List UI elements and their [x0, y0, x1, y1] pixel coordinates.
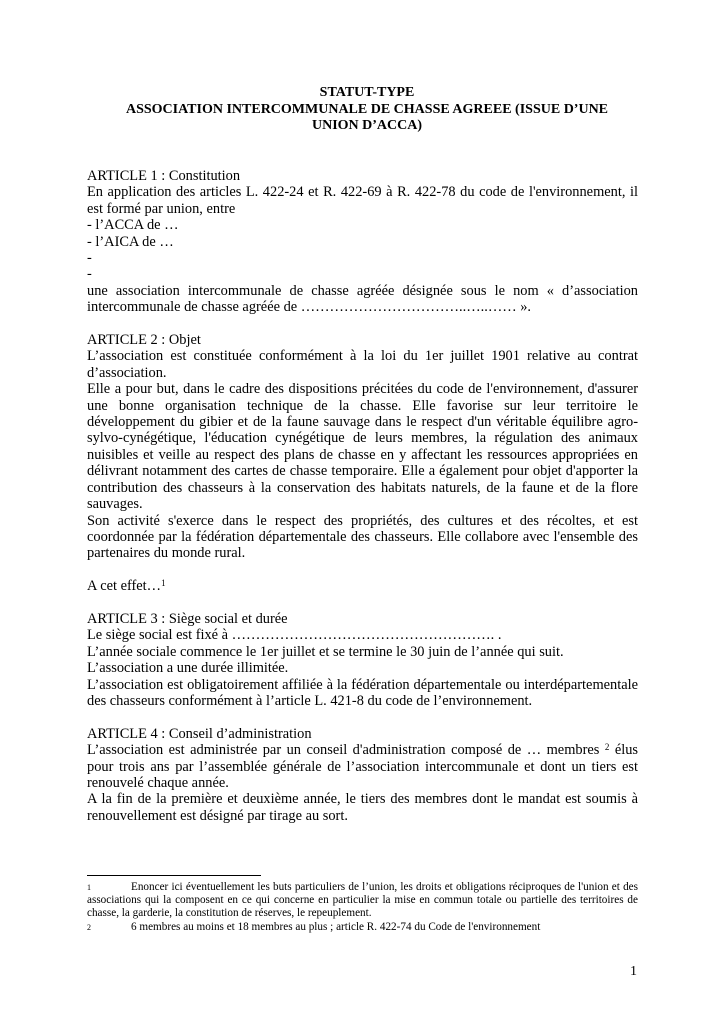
document-title: [100, 85, 634, 135]
footnote-ref-2: 2: [604, 742, 610, 753]
footnote-1-text: Enoncer ici éventuellement les buts particuliers de l’union, les droits et obligations réciproques de l'union et des associations qui la composent en ce qui concerne en particulier la mise en commun totale ou partielle des territoires de chasse, la garderie, la constitution de réserves, le repeuplement.: [87, 881, 638, 920]
document-body: [87, 168, 638, 824]
title-line-1: STATUT-TYPE: [319, 85, 415, 100]
title-line-2: ASSOCIATION INTERCOMMUNALE DE CHASSE AGREEE (ISSUE D’UNE: [125, 101, 609, 117]
footnote-ref-1: 1: [161, 578, 166, 589]
article-1-item-3: -: [87, 250, 92, 267]
article-2-paragraph-1: L’association est constituée conformément à la loi du 1er juillet 1901 relative au contrat d’association.: [87, 348, 638, 381]
footnotes: [87, 881, 638, 934]
article-4-heading: ARTICLE 4 : Conseil d’administration: [87, 725, 312, 742]
article-2-paragraph-2: Elle a pour but, dans le cadre des dispositions précitées du code de l'environnement, d'assurer une bonne organisation technique de la chasse. Elle favorise sur leur territoire le développement du gibier et de la faune sauvage dans le respect d'un véritable équilibre agro-sylvo-cynégétique, l'éducation cynégétique de leurs membres, la régulation des animaux nuisibles et veille au respect des plans de chasse en y affectant les ressources appropriées en délivrant notamment des cartes de chasse temporaire. Elle a également pour objet d'apporter la contribution des chasseurs à la conservation des habitats naturels, de la faune et de la flore sauvages.: [87, 381, 638, 513]
article-1-heading: ARTICLE 1 : Constitution: [87, 168, 241, 184]
footnote-separator: [87, 875, 261, 876]
article-4-paragraph-1: [87, 742, 638, 791]
article-3-heading: ARTICLE 3 : Siège social et durée: [87, 610, 288, 627]
footnote-1: [87, 881, 638, 921]
article-1-item-1: - l’ACCA de …: [87, 217, 179, 234]
article-4-text-b: élus pour trois ans par l’assemblée générale de l’association intercommunale et dont un tiers est renouvelé chaque année.: [87, 742, 638, 791]
article-3-line-4: L’association est obligatoirement affiliée à la fédération départementale ou interdépartementale des chasseurs conformément à l’article L. 421-8 du code de l’environnement.: [87, 676, 638, 709]
article-3-line-2: L’année sociale commence le 1er juillet et se termine le 30 juin de l’année qui suit.: [87, 643, 564, 660]
article-2-effect-text: A cet effet…: [87, 578, 162, 595]
footnote-2: [87, 921, 638, 934]
article-1-intro: En application des articles L. 422-24 et R. 422-69 à R. 422-78 du code de l'environnement, il est formé par union, entre: [87, 184, 638, 217]
article-2-heading: ARTICLE 2 : Objet: [87, 332, 201, 349]
article-1-conclusion: une association intercommunale de chasse agréée désignée sous le nom « d’association intercommunale de chasse agréée de ……………………………..…..…… ».: [87, 282, 638, 316]
article-4-text-a: L’association est administrée par un conseil d'administration composé de … membres: [87, 742, 605, 759]
footnote-2-text: 6 membres au moins et 18 membres au plus ; article R. 422-74 du Code de l'environnement: [131, 920, 541, 933]
article-2-paragraph-4: [87, 578, 638, 594]
article-4-paragraph-2: A la fin de la première et deuxième année, le tiers des membres dont le mandat est soumis à renouvellement est désigné par tirage au sort.: [87, 791, 638, 824]
article-1-item-4: -: [87, 266, 92, 283]
article-2-paragraph-3: Son activité s'exerce dans le respect des propriétés, des cultures et des récoltes, et est coordonnée par la fédération départementale des chasseurs. Elle collabore avec l'ensemble des partenaires du monde rural.: [87, 512, 638, 562]
footnote-2-number: 2: [87, 922, 91, 932]
article-3-line-3: L’association a une durée illimitée.: [87, 660, 289, 677]
article-1-item-2: - l’AICA de …: [87, 233, 174, 250]
title-line-3: UNION D’ACCA): [311, 118, 423, 133]
footnote-1-number: 1: [87, 883, 91, 892]
page-number: 1: [630, 964, 637, 979]
article-3-line-1: Le siège social est fixé à ………………………………………………. .: [87, 627, 502, 644]
